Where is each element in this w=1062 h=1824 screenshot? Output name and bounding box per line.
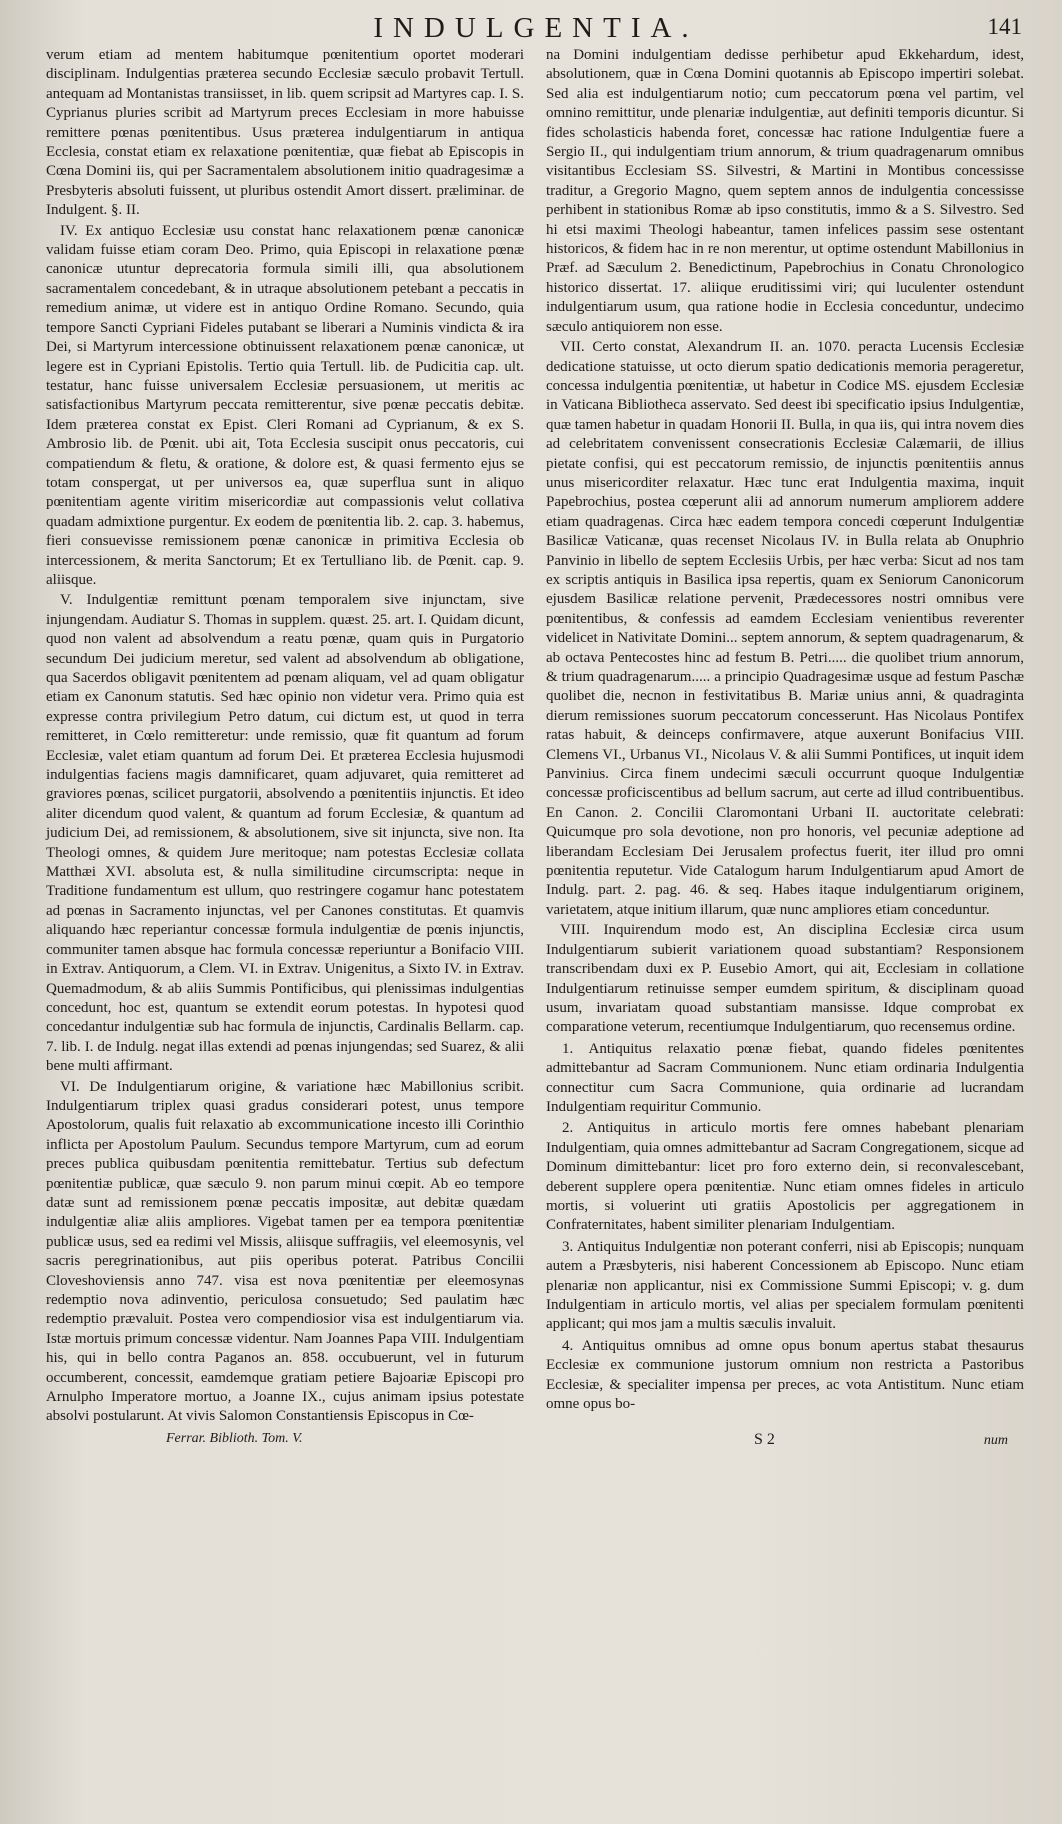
paragraph: verum etiam ad mentem habitumque pœnitentium oportet moderari disciplinam. Indulgentias præterea secundo Ecclesiæ sæculo probavit Tertull. antequam ad Montanistas transiisset, in lib. quem scripsit ad Martyres cap. I. S. Cyprianus pluries scribit ad Martyrum preces Ecclesiam in more habuisse remittere pœnas pœnitentibus. Usus præterea indulgentiarum in antiqua Ecclesia, constat etiam ex relaxatione pœnitentiæ, quæ fiebat ab Episcopis in Cœna Domini iis, qui per Sacramentalem absolutionem initio quadragesimæ a Presbyteris absoluti fuissent, ut pluribus ostendit Amort dissert. præliminar. de Indulgent. §. II. — [46, 47, 524, 219]
list-item: 2. Antiquitus in articulo mortis fere omnes habebant plenariam Indulgentiam, quia omnes admittebantur ad Sacram Congregationem, sicque ad Dominum dimittebantur: licet pro foro externo dein, si reconvalescebant, deberent supplere opera pœnitentiæ. Nunc etiam omnes fideles in articulo mortis, si voluerint uti gratiis Apostolicis per aggregationem in Confraternitates, habent similiter plenariam Indulgentiam. — [546, 1120, 1024, 1234]
list-item: 1. Antiquitus relaxatio pœnæ fiebat, quando fideles pœnitentes admittebantur ad Sacram Communionem. Nunc etiam ordinaria Indulgentia connectitur cum Sacra Communione, quia ordinarie ad lucrandam Indulgentiam requiritur Communio. — [546, 1040, 1024, 1115]
volume-note: Ferrar. Biblioth. Tom. V. — [166, 1430, 303, 1446]
left-column — [46, 46, 524, 1427]
right-column — [546, 46, 1024, 1427]
section-v: V. Indulgentiæ remittunt pœnam temporalem sive injunctam, sive injungendam. Audiatur S. Thomas in supplem. quæst. 25. art. I. Quidam dicunt, quod non valent ad absolvendum a reatu pœnæ, quam quis in Purgatorio secundum Dei judicium meretur, sed valent ad absolvendum ab obligatione, qua Sacerdos obligavit pœnitentem ad pœnam aliquam, vel ad quam obligatur etiam ex Canonum statutis. Sed hæc opinio non videtur vera. Primo quia est expresse contra privilegium Petro datum, cui dictum est, ut quod in terra remitteret, in Cœlo remitteretur: unde remissio, quæ fit quantum ad forum Ecclesiæ, valet etiam quantum ad forum Dei. Et præterea Ecclesia hujusmodi indulgentias faciens magis damnificaret, quam adjuvaret, quia remitteret ad graviores pœnas, scilicet purgatorii, absolvendo a pœnitentiis injunctis. Et ideo aliter dicendum quod valent, & quantum ad forum Ecclesiæ, & quantum ad judicium Dei, ad remissionem, & absolutionem, sive sit injuncta, sive non. Ita Theologi omnes, & quidem Jure meritoque; nam potestas Ecclesiæ collata Matthæi XVI. absoluta est, & nulla similitudine circumscripta: neque in Traditione fundamentum est ullum, quo restringere cogamur hanc potestatem ad pœnas in Sacramento injunctas, vel per Canones constitutas. Et quamvis aliquando hæc reperiantur concessæ formula indulgentiæ de pœnis injunctis, communiter tamen absque hac formula concessæ reperiuntur a Bonifacio VIII. in Extrav. Antiquorum, a Clem. VI. in Extrav. Unigenitus, a Sixto IV. in Extrav. Quemadmodum, & ab aliis Summis Pontificibus, qui plenissimas indulgentias concedunt, hoc est, quantum se extendit eorum potestas. In hypotesi quod concedantur indulgentiæ sub hac formula de injunctis, Cardinalis Bellarm. cap. 7. lib. I. de Indulg. negat illas extendi ad pœnas injungendas; sed Suarez, & alii bene multi affirmant. — [46, 592, 524, 1075]
catchword: num — [983, 1432, 1008, 1448]
page-number: 141 — [987, 14, 1022, 39]
list-item: 4. Antiquitus omnibus ad omne opus bonum apertus stabat thesaurus Ecclesiæ ex communione justorum omnium non restricta a Pastoribus Ecclesiæ, & specialiter impensa per preces, ac vota Antistitum. Nunc etiam omne opus bo- — [546, 1337, 1024, 1413]
section-vii: VII. Certo constat, Alexandrum II. an. 1070. peracta Lucensis Ecclesiæ dedicatione statuisse, ut octo dierum spatio dedicationis memoria perageretur, concessa indulgentia pœnitentiæ, ut habetur in Codice MS. ejusdem Ecclesiæ in Vaticana Bibliotheca asservato. Sed deest ibi specificatio ipsius Indulgentiæ, quæ tamen habetur in quadam Honorii II. Bulla, in qua iis, qui intra novem dies ad celebritatem convenissent consecrationis Ecclesiæ Calæmarii, de illius pietate confisi, qui est peccatorum remissio, de injunctis pœnitentiis annus unus misericorditer relaxatur. Hæc tunc erat Indulgentia maxima, inquit Papebrochius, postea cœperunt alii ad annorum numerum ampliorem addere etiam quadragenas. Circa hæc eadem tempora concedi cœperunt Indulgentiæ Basilicæ Vaticanæ, quas recenset Nicolaus IV. in Bulla relata ab Onuphrio Panvinio in libello de septem Ecclesiis Urbis, per hæc verba: Sicut ad nos tam ex scriptis antiquis in Basilica ipsa repertis, quam ex Seniorum Canonicorum ejusdem Basilicæ relatione pervenit, Prædecessores nostri omnibus vere pœnitentibus, & confessis ad eamdem Ecclesiam venientibus reverenter videlicet in Nativitate Domini... septem annorum, & septem quadragenarum, & ab octava Pentecostes hinc ad festum B. Petri..... die quolibet trium annorum, & trium quadragenarum..... a principio Quadragesimæ usque ad festum Paschæ quolibet die, necnon in festivitatibus B. Mariæ unius anni, & quadraginta dierum remissiones suorum peccatorum concesserunt. Has Nicolaus Pontifex ratas habuit, & deinceps confirmavere, atque auxerunt Bonifacius VIII. Clemens VI., Urbanus VI., Nicolaus V. & alii Summi Pontifices, ut inquit idem Panvinius. Circa finem undecimi sæculi occurrunt quoque Indulgentiæ concessæ proficiscentibus ad bellum sacrum, aut certe ad illud contribuentibus. En Canon. 2. Concilii Claromontani Urbani II. auctoritate celebrati: Quicumque pro sola devotione, non pro honoris, vel pecuniæ adeptione ad liberandam Ecclesiam Dei Jerusalem profectus fuerit, iter illud pro omni pœnitentia reputetur. Vide Catalogum harum Indulgentiarum apud Amort de Indulg. part. 2. pag. 46. & seq. Habes itaque indulgentiarum originem, varietatem, atque initium illarum, quæ nunc ampliores etiam conceduntur. — [546, 339, 1024, 918]
page-footer — [46, 1431, 1026, 1455]
text-columns — [46, 46, 1026, 1427]
page-header — [46, 12, 1026, 46]
section-viii: VIII. Inquirendum modo est, An disciplina Ecclesiæ circa usum Indulgentiarum subierit variationem quoad substantiam? Responsionem transcribendam duxi ex P. Eusebio Amort, qui ait, Ecclesiam in collatione Indulgentiarum retinuisse semper eumdem spiritum, & disciplinam quoad usum, invariatam quoad substantiam mansisse. Idque comprobat ex comparatione veterum, recentiumque Indulgentiarum, quo recensemus ordine. — [546, 922, 1024, 1036]
section-iv: IV. Ex antiquo Ecclesiæ usu constat hanc relaxationem pœnæ canonicæ validam fuisse etiam coram Deo. Primo, quia Episcopi in relaxatione pœnæ canonicæ utuntur deprecatoria formula simili illi, qua absolutionem sacramentalem concedebant, & in utraque absolutionem petebant a peccatis in remedium animæ, ut videre est in antiquo Ordine Romano. Secundo, quia tempore Sancti Cypriani Fideles putabant se liberari a Numinis vindicta & ira Dei, si Martyrum intercessione obtinuissent relaxationem pœnæ canonicæ, ut legere est in Cypriani Epistolis. Tertio quia Tertull. lib. de Pudicitia cap. ult. testatur, hanc fuisse universalem Ecclesiæ persuasionem, ut meritis ac satisfactionibus Martyrum peccata remitterentur, sive pœnæ peccatis debitæ. Idem præterea constat ex Epist. Cleri Romani ad Cyprianum, & ex S. Ambrosio lib. de Pœnit. ubi ait, Tota Ecclesia suscipit onus peccatoris, cui compatiendum & fletu, & oratione, & dolore est, & quasi fermento ejus se totam conspergat, ut per universos ea, quæ superflua sunt in aliquo pœnitentiam agente viritim misericordiæ aut compassionis velut collativa quadam admixtione purgentur. Ex eodem de pœnitentia lib. 2. cap. 3. habemus, fieri consuevisse remissionem pœnæ canonicæ in primitiva Ecclesia ob intercessionem, & merita Sanctorum; Et ex Tertulliano lib. de Pœnit. cap. 9. aliisque. — [46, 222, 524, 588]
section-vi: VI. De Indulgentiarum origine, & variatione hæc Mabillonius scribit. Indulgentiarum triplex quasi gradus considerari potest, unus tempore Apostolorum, qualis fuit relaxatio ab excommunicatione incesto illi Corinthio inflicta per Apostolum Paulum. Secundus tempore Martyrum, cum ad eorum preces publica quibusdam pœnitentia remittebatur. Tertius sub defectum pœnitentiæ publicæ, quæ sæculo 9. non parum minui cœpit. Ab eo tempore datæ sunt ad remissionem pœnæ peccatis impositæ, aut debitæ quædam indulgentiæ aliæ aliis ampliores. Vigebat tamen per ea tempora pœnitentiæ publicæ usus, sed ea redimi vel Missis, aliisque suffragiis, vel eleemosynis, vel sacris peregrinationibus, aut piis operibus poterat. Patribus Concilii Cloveshoviensis anno 747. visa est nova pœnitentiæ per eleemosynas redemptio nova adinventio, periculosa consuetudo; Sed paulatim hæc redemptio prævaluit. Postea vero compendiosior visa est indulgentiarum via. Istæ mortuis primum concessæ videntur. Nam Joannes Papa VIII. Indulgentiam his, qui in bello contra Paganos an. 858. occubuerunt, vel in futurum occumberent, concessit, eamdemque gratiam petiere Bajoariæ Episcopi pro Arnulpho Imperatore mortuo, a Joanne IX., cujus animam ipsius potestate absolvi postularunt. At vivis Salomon Constantiensis Episcopus in Cœ- — [46, 1078, 524, 1425]
running-title: INDULGENTIA. — [373, 12, 699, 44]
paragraph: na Domini indulgentiam dedisse perhibetur apud Ekkehardum, idest, absolutionem, quæ in Cœna Domini quotannis ab Episcopo impertiri solebat. Sed alia est indulgentiarum notio; cum peccatorum pœna vel partim, vel omnino remittitur, unde plenariæ indulgentiæ, aut definiti temporis dicuntur. Si fides scholasticis habenda foret, concessæ hac ratione Indulgentiæ fuere a Sergio II., qui indulgentiam trium annorum, & trium quadragenarum omnibus visitantibus Ecclesiam SS. Silvestri, & Martini in Montibus concessisse traditur, a Gregorio Magno, quem septem annos de indulgentia concessisse perhibent in stationibus Romæ ab ipso constitutis, immo & a S. Silvestro. Sed hi etsi maximi Theologi habeantur, tamen infelices passim sese ostentant historicos, & fidem hac in re non merentur, ut optime ostendunt Mabillonius in Præf. ad Sæculum 2. Benedictinum, Papebrochius in Conatu Chronologico historico dissertat. 17. aliique eruditissimi viri; qui luculenter ostendunt indulgentiarum usum, qua ratione hodie in Ecclesia conceduntur, undecimo sæculo antiquiorem non esse. — [546, 47, 1024, 335]
list-item: 3. Antiquitus Indulgentiæ non poterant conferri, nisi ab Episcopis; nunquam autem a Præsbyteris, nisi haberent Concessionem ab Episcopo. Nunc etiam plenariæ non applicantur, nisi ex Commissione Summi Episcopi; v. g. dum Indulgentiam in articulo mortis, vel alias per specialem formulam pœnitenti applicant; qui mos jam a multis sæculis invaluit. — [546, 1238, 1024, 1333]
signature-mark: S 2 — [754, 1430, 775, 1448]
